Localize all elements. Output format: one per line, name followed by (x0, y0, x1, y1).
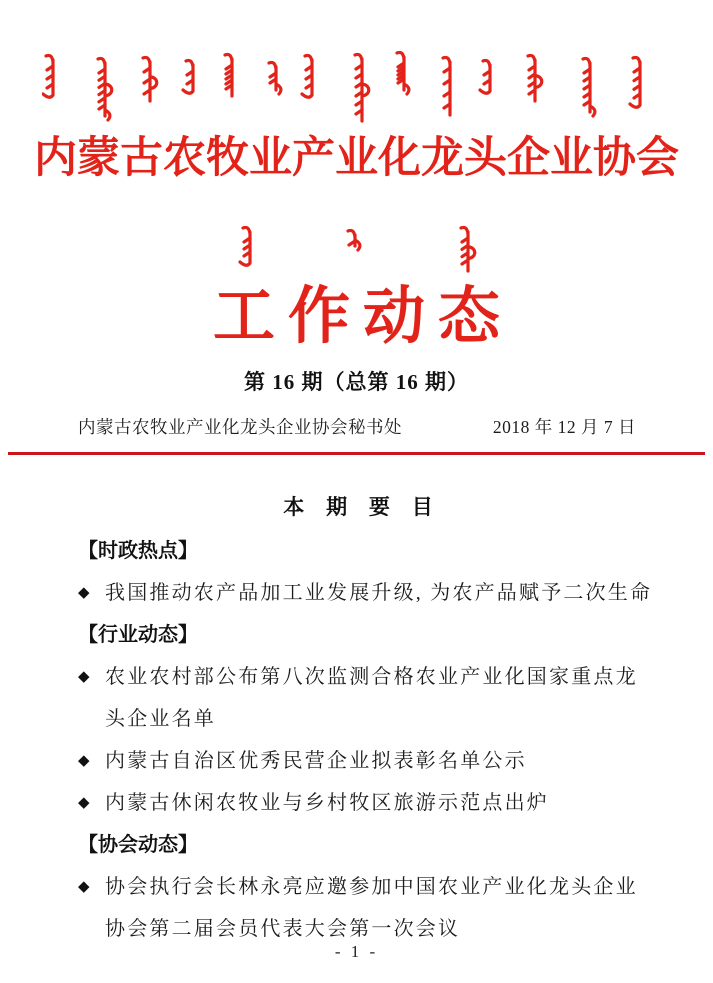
toc-item (78, 656, 646, 740)
divider-rule (8, 452, 705, 455)
toc-item-text: 协会执行会长林永亮应邀参加中国农业产业化龙头企业协会第二届会员代表大会第一次会议 (105, 876, 638, 940)
diamond-bullet-icon: ◆ (78, 879, 90, 895)
section-label-industry: 【行业动态】 (78, 624, 198, 646)
page-number: - 1 - (334, 942, 379, 961)
toc-item (78, 866, 646, 950)
toc-item (78, 572, 653, 614)
section-label-association: 【协会动态】 (78, 834, 198, 856)
toc-item (78, 740, 646, 782)
org-name-title: 内蒙古农牧业产业化龙头企业协会 (34, 135, 679, 182)
toc-heading: 本 期 要 目 (283, 496, 441, 519)
section-label-politics: 【时政热点】 (78, 540, 198, 562)
bulletin-title: 工作动态 (212, 283, 513, 351)
issue-number: 第 16 期（总第 16 期） (244, 370, 469, 394)
diamond-bullet-icon: ◆ (78, 753, 90, 769)
toc-item-text: 内蒙古休闲农牧业与乡村牧区旅游示范点出炉 (105, 792, 549, 814)
toc-item-text: 我国推动农产品加工业发展升级, 为农产品赋予二次生命 (105, 582, 653, 604)
toc-item-text: 农业农村部公布第八次监测合格农业产业化国家重点龙头企业名单 (105, 666, 638, 730)
diamond-bullet-icon: ◆ (78, 795, 90, 811)
diamond-bullet-icon: ◆ (78, 585, 90, 601)
toc-item (78, 782, 646, 824)
publisher-name: 内蒙古农牧业产业化龙头企业协会秘书处 (78, 417, 402, 437)
diamond-bullet-icon: ◆ (78, 669, 90, 685)
publisher-row (78, 414, 636, 439)
table-of-contents (78, 486, 653, 950)
publish-date: 2018 年 12 月 7 日 (492, 417, 636, 437)
toc-item-text: 内蒙古自治区优秀民营企业拟表彰名单公示 (105, 750, 527, 772)
